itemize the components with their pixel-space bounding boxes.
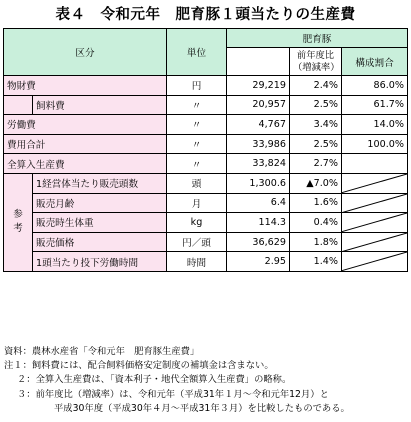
production-cost-table: [3, 28, 408, 272]
row-unit: 月: [167, 193, 227, 213]
row-label: 物財費: [4, 76, 167, 96]
row-unit: 〃: [167, 154, 227, 174]
diagonal-cell: [342, 232, 408, 252]
row-value: 29,219: [227, 76, 290, 96]
row-unit: 時間: [167, 252, 227, 272]
row-change: 2.7%: [290, 154, 342, 174]
note-3: ３：前年度比（増減率）は、令和元年（平成31年１月～令和元年12月）と: [17, 388, 329, 400]
row-unit: 円／頭: [167, 232, 227, 252]
diagonal-cell: [342, 173, 408, 193]
row-value: 20,957: [227, 95, 290, 115]
row-share: 86.0%: [342, 76, 408, 96]
row-label: 販売月齢: [33, 193, 167, 213]
row-value: 36,629: [227, 232, 290, 252]
header-blank: [227, 48, 290, 76]
row-value: 4,767: [227, 115, 290, 135]
reference-label: [4, 173, 33, 271]
indent-cell: [4, 95, 33, 115]
header-change: [290, 48, 342, 76]
row-change: 0.4%: [290, 213, 342, 233]
table-row: [4, 154, 408, 174]
row-value: 1,300.6: [227, 173, 290, 193]
row-label: 労働費: [4, 115, 167, 135]
row-change: 1.8%: [290, 232, 342, 252]
table-row: [4, 232, 408, 252]
row-label: 販売時生体重: [33, 213, 167, 233]
row-label: 全算入生産費: [4, 154, 167, 174]
header-share: 構成割合: [342, 48, 408, 76]
row-change: ▲7.0%: [290, 173, 342, 193]
row-label: 1頭当たり投下労働時間: [33, 252, 167, 272]
row-change: 1.4%: [290, 252, 342, 272]
row-share: 14.0%: [342, 115, 408, 135]
row-label: 販売価格: [33, 232, 167, 252]
row-share: 61.7%: [342, 95, 408, 115]
header-category: 区分: [4, 29, 167, 76]
row-share: [342, 154, 408, 174]
table-title: 表４ 令和元年 肥育豚１頭当たりの生産費: [55, 7, 356, 23]
row-value: 6.4: [227, 193, 290, 213]
header-change-line2: （増減率）: [293, 61, 340, 73]
note-2: ２：全算入生産費は、「資本利子・地代全額算入生産費」の略称。: [17, 374, 292, 386]
diagonal-cell: [342, 193, 408, 213]
row-value: 2.95: [227, 252, 290, 272]
row-unit: 頭: [167, 173, 227, 193]
row-unit: 〃: [167, 115, 227, 135]
diagonal-cell: [342, 213, 408, 233]
table-row: [4, 193, 408, 213]
row-share: 100.0%: [342, 134, 408, 154]
row-change: 2.5%: [290, 134, 342, 154]
row-change: 2.4%: [290, 76, 342, 96]
header-change-line1: 前年度比: [296, 49, 335, 61]
row-unit: kg: [167, 213, 227, 233]
table-row: [4, 213, 408, 233]
table-row: [4, 76, 408, 96]
notes: [4, 345, 409, 416]
note-source: 資料：農林水産省「令和元年 肥育豚生産費」: [4, 346, 200, 357]
row-change: 2.5%: [290, 95, 342, 115]
note-3-continued: 平成30年度（平成30年４月～平成31年３月）を比較したものである。: [54, 402, 350, 414]
table-row: [4, 252, 408, 272]
note-1: 注１：飼料費には、配合飼料価格安定制度の補填金は含まない。: [4, 360, 274, 372]
row-unit: 〃: [167, 95, 227, 115]
row-label: 飼料費: [33, 95, 167, 115]
row-change: 1.6%: [290, 193, 342, 213]
header-row-1: [4, 29, 408, 48]
row-label: 費用合計: [4, 134, 167, 154]
header-unit: 単位: [167, 29, 227, 76]
diagonal-cell: [342, 252, 408, 272]
row-unit: 円: [167, 76, 227, 96]
row-unit: 〃: [167, 134, 227, 154]
reference-label-char: 参: [13, 209, 23, 221]
table-row: [4, 134, 408, 154]
row-change: 3.4%: [290, 115, 342, 135]
table-row: [4, 115, 408, 135]
table-row: [4, 95, 408, 115]
row-value: 114.3: [227, 213, 290, 233]
header-group: 肥育豚: [227, 29, 408, 48]
reference-label-char: 考: [13, 223, 23, 235]
row-label: 1経営体当たり販売頭数: [33, 173, 167, 193]
row-value: 33,824: [227, 154, 290, 174]
table-row: [4, 173, 408, 193]
row-value: 33,986: [227, 134, 290, 154]
